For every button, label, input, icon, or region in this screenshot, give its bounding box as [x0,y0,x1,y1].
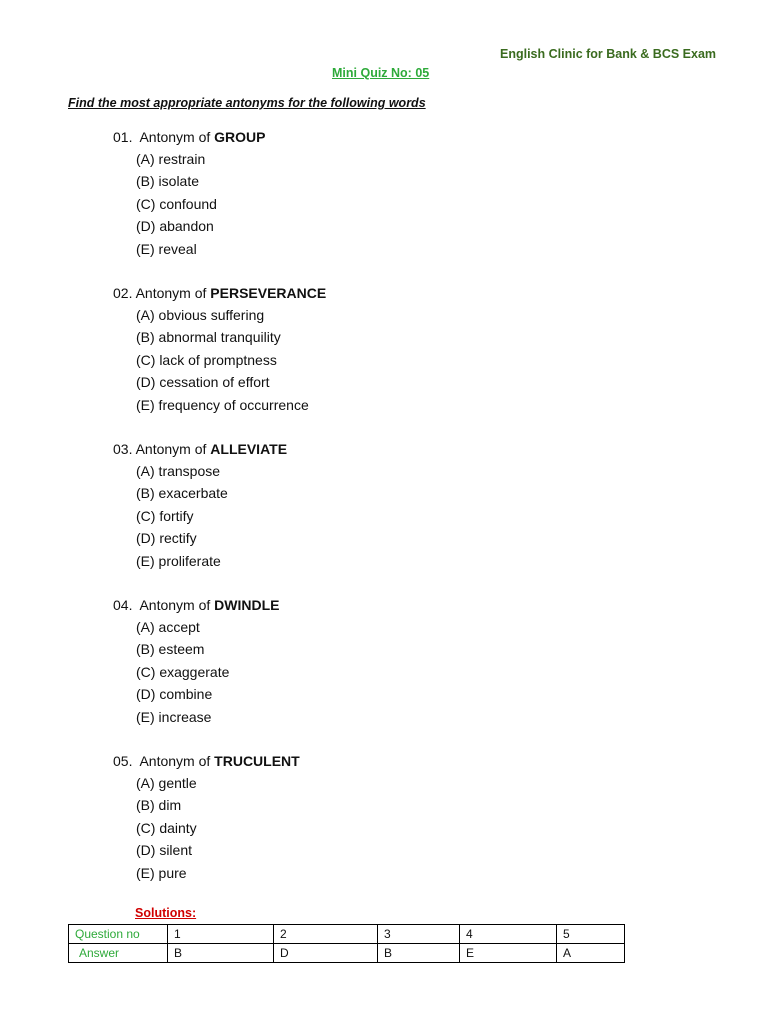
question-number-cell: 2 [274,925,378,944]
option-a: (A) restrain [136,151,206,167]
question-prompt [113,594,533,616]
option-b: (B) abnormal tranquility [136,329,281,346]
answer-header: Answer [69,944,168,963]
option-e: (E) increase [136,708,212,725]
instruction: Find the most appropriate antonyms for the following words [68,96,426,110]
option-d: (D) rectify [136,530,197,547]
quiz-title: Mini Quiz No: 05 [332,66,430,80]
question-prefix: 05. Antonym of [113,753,215,769]
table-row-questions [69,925,625,944]
option-b: (B) dim [136,797,182,814]
answer-cell: B [168,944,274,963]
question-word: PERSEVERANCE [210,285,327,301]
option-a: (A) transpose [136,463,221,479]
option-e: (E) proliferate [136,552,221,569]
question-prompt [113,438,533,460]
question-prefix: 01. Antonym of [113,129,215,145]
option-d: (D) combine [136,686,213,703]
solutions-table [68,924,625,963]
question-prefix: 03. Antonym of [113,441,211,457]
option-a: (A) gentle [136,775,197,791]
option-a: (A) obvious suffering [136,307,265,323]
option-c: (C) fortify [136,507,194,524]
answer-cell: E [460,944,557,963]
option-a: (A) accept [136,619,200,635]
question-1 [113,126,533,260]
option-c: (C) dainty [136,819,197,836]
question-no-header: Question no [69,925,168,944]
answer-cell: D [274,944,378,963]
option-d: (D) abandon [136,218,214,235]
option-e: (E) reveal [136,240,197,257]
option-c: (C) exaggerate [136,663,230,680]
question-prefix: 04. Antonym of [113,597,215,613]
question-number-cell: 4 [460,925,557,944]
question-prompt [113,750,533,772]
question-prefix: 02. Antonym of [113,285,211,301]
option-d: (D) cessation of effort [136,374,270,391]
question-2 [113,282,533,416]
question-prompt [113,126,533,148]
question-number-cell: 1 [168,925,274,944]
question-word: ALLEVIATE [210,441,288,457]
question-4 [113,594,533,728]
header-brand: English Clinic for Bank & BCS Exam [500,47,717,61]
option-b: (B) esteem [136,641,205,658]
solutions-label: Solutions: [135,906,197,920]
option-b: (B) isolate [136,173,200,190]
option-e: (E) pure [136,864,187,881]
option-c: (C) confound [136,195,217,212]
table-row-answers [69,944,625,963]
question-word: GROUP [214,129,266,145]
option-b: (B) exacerbate [136,485,228,502]
answer-cell: B [378,944,460,963]
question-5 [113,750,533,884]
answer-cell: A [557,944,625,963]
option-c: (C) lack of promptness [136,351,277,368]
option-d: (D) silent [136,842,193,859]
question-number-cell: 5 [557,925,625,944]
question-number-cell: 3 [378,925,460,944]
question-word: TRUCULENT [214,753,300,769]
question-word: DWINDLE [214,597,280,613]
option-e: (E) frequency of occurrence [136,396,309,413]
question-prompt [113,282,533,304]
question-3 [113,438,533,572]
